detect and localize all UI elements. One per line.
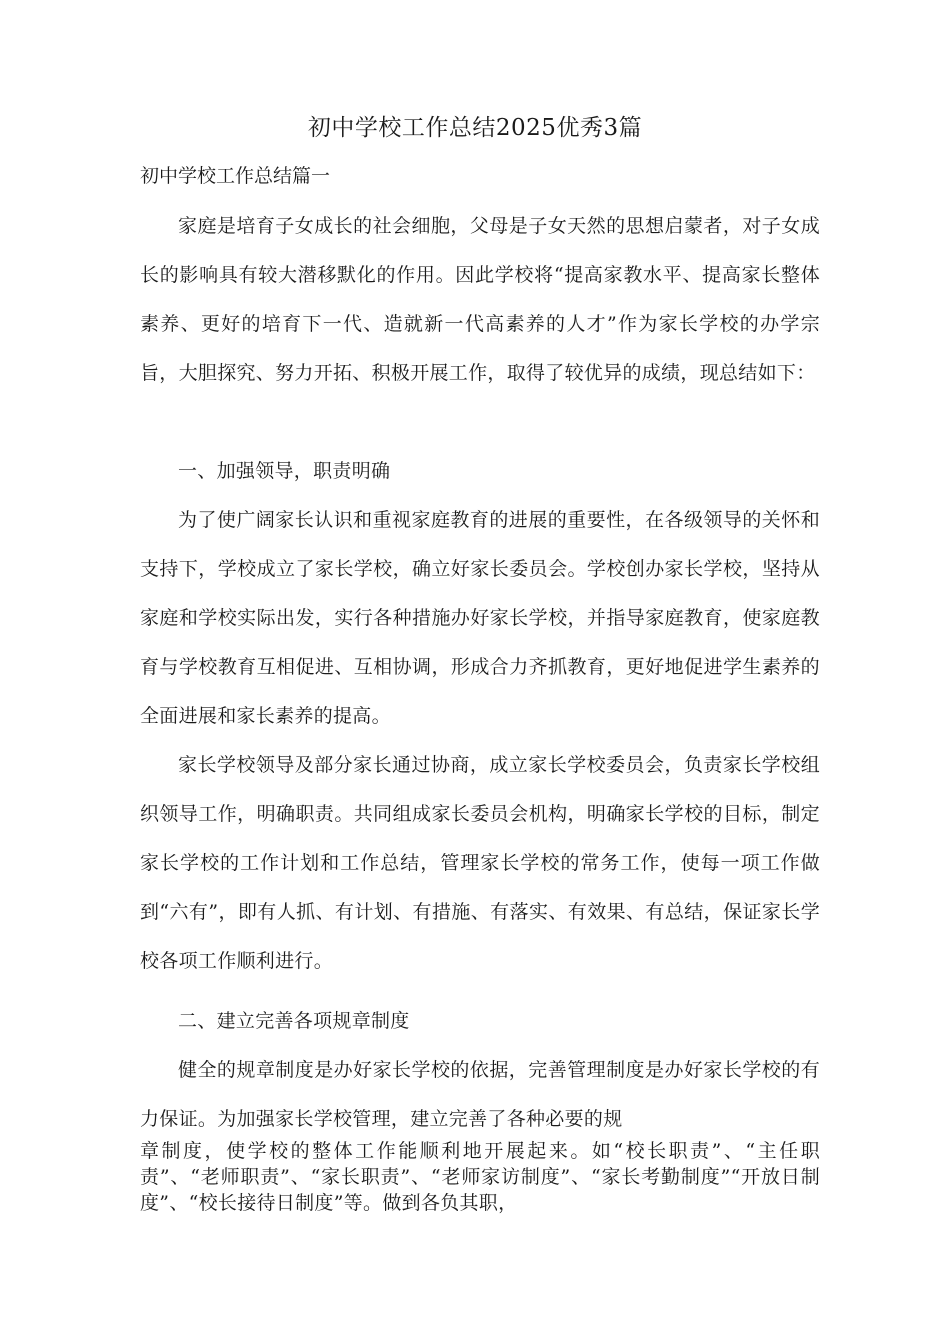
paragraph-intro: 家庭是培育子女成长的社会细胞，父母是子女天然的思想启蒙者，对子女成长的影响具有较大潜移默化的作用。因此学校将“提高家教水平、提高家长整体素养、更好的培育下一代、造就新一代高素养的人才”作为家长学校的办学宗旨，大胆探究、努力开拓、积极开展工作，取得了较优异的成绩，现总结如下： — [140, 215, 820, 384]
section-heading-1: 一、加强领导，职责明确 — [178, 460, 391, 482]
section-heading-2: 二、建立完善各项规章制度 — [178, 1010, 410, 1032]
paragraph-rules-continued: 章制度，使学校的整体工作能顺利地开展起来。如“校长职责”、“主任职责”、“老师职责”、“家长职责”、“老师家访制度”、“家长考勤制度”“开放日制度”、“校长接待日制度”等。做到各负其职， — [140, 1140, 820, 1214]
document-title: 初中学校工作总结2025优秀3篇 — [307, 115, 643, 141]
section-subtitle: 初中学校工作总结篇一 — [140, 165, 331, 187]
paragraph-rules: 健全的规章制度是办好家长学校的依据，完善管理制度是办好家长学校的有力保证。为加强家长学校管理，建立完善了各种必要的规 — [140, 1059, 820, 1130]
paragraph-leadership: 为了使广阔家长认识和重视家庭教育的进展的重要性，在各级领导的关怀和支持下，学校成立了家长学校，确立好家长委员会。学校创办家长学校，坚持从家庭和学校实际出发，实行各种措施办好家长学校，并指导家庭教育，使家庭教育与学校教育互相促进、互相协调，形成合力齐抓教育，更好地促进学生素养的全面进展和家长素养的提高。 — [140, 509, 820, 727]
paragraph-committee: 家长学校领导及部分家长通过协商，成立家长学校委员会，负责家长学校组织领导工作，明确职责。共同组成家长委员会机构，明确家长学校的目标，制定家长学校的工作计划和工作总结，管理家长学校的常务工作，使每一项工作做到“六有”，即有人抓、有计划、有措施、有落实、有效果、有总结，保证家长学校各项工作顺利进行。 — [140, 754, 820, 972]
